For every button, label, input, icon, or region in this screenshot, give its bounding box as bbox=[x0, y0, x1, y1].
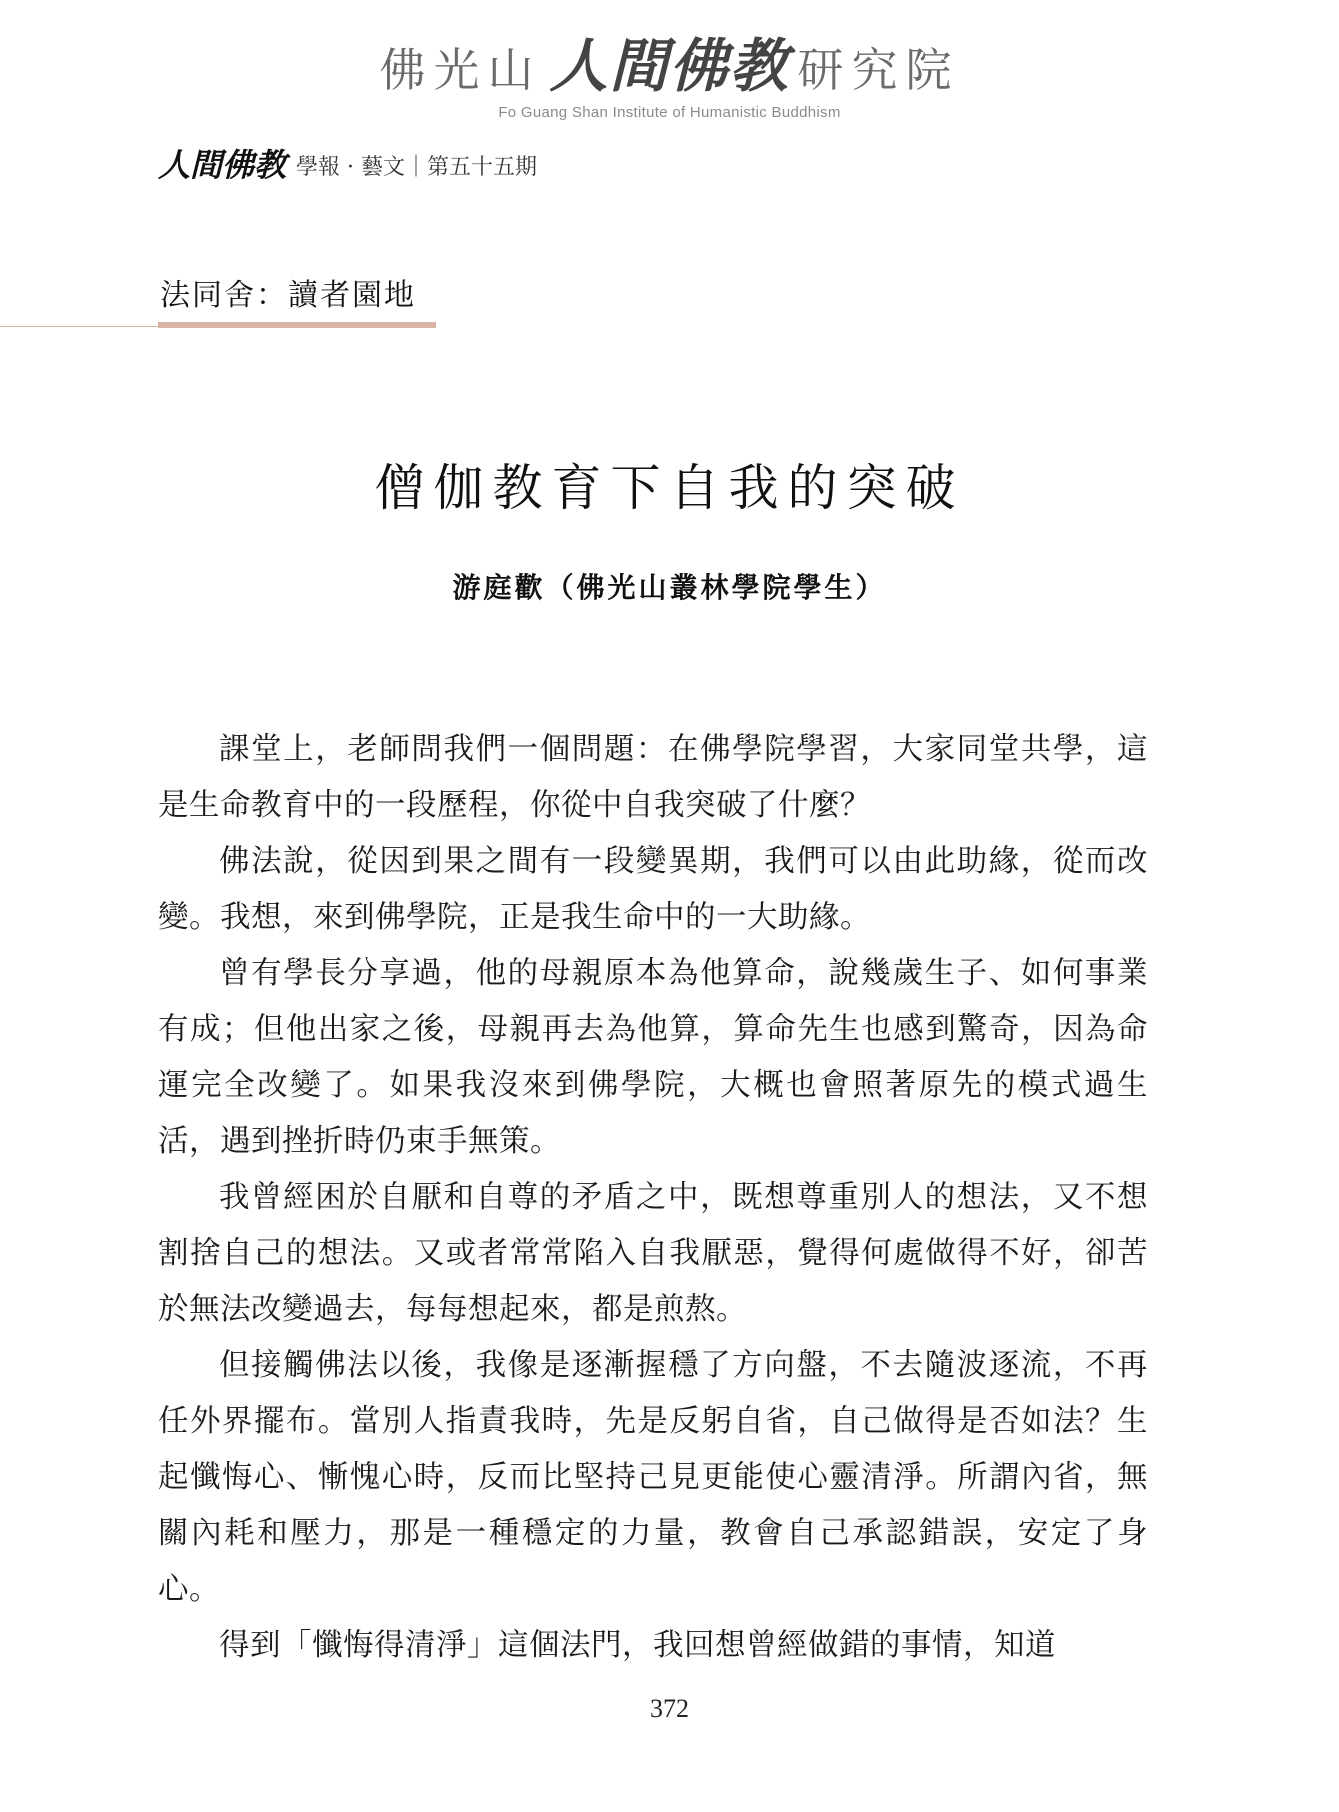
paragraph: 我曾經困於自厭和自尊的矛盾之中，既想尊重別人的想法，又不想割捨自己的想法。又或者常常陷入自我厭惡，覺得何處做得不好，卻苦於無法改變過去，每每想起來，都是煎熬。 bbox=[158, 1180, 1148, 1327]
paragraph: 曾有學長分享過，他的母親原本為他算命，說幾歲生子、如何事業有成；但他出家之後，母親再去為他算，算命先生也感到驚奇，因為命運完全改變了。如果我沒來到佛學院，大概也會照著原先的模式過生活，遇到挫折時仍束手無策。 bbox=[158, 956, 1148, 1159]
paragraph: 佛法說，從因到果之間有一段變異期，我們可以由此助緣，從而改變。我想，來到佛學院，正是我生命中的一大助緣。 bbox=[158, 844, 1148, 935]
article-author: 游庭歡（佛光山叢林學院學生） bbox=[452, 571, 887, 604]
journal-logo: 人間佛教 bbox=[158, 146, 287, 184]
institute-header bbox=[0, 32, 1339, 121]
paragraph: 但接觸佛法以後，我像是逐漸握穩了方向盤，不去隨波逐流，不再任外界擺布。當別人指責我時，先是反躬自省，自己做得是否如法？生起懺悔心、慚愧心時，反而比堅持己見更能使心靈清淨。所謂內省，無關內耗和壓力，那是一種穩定的力量，教會自己承認錯誤，安定了身心。 bbox=[158, 1348, 1148, 1607]
institute-logo: 人間佛教 bbox=[549, 32, 790, 100]
institute-name-right: 研究院 bbox=[797, 43, 960, 97]
journal-header bbox=[158, 140, 537, 186]
journal-issue-line: 學報 · 藝文｜第五十五期 bbox=[296, 155, 537, 180]
section-rule-underline bbox=[158, 322, 436, 328]
paragraph: 課堂上，老師問我們一個問題：在佛學院學習，大家同堂共學，這是生命教育中的一段歷程，你從中自我突破了什麼？ bbox=[158, 732, 1148, 823]
article-body bbox=[158, 722, 1148, 1674]
institute-english-name: Fo Guang Shan Institute of Humanistic Buddhism bbox=[498, 104, 841, 121]
section-label: 法同舍：讀者園地 bbox=[160, 278, 416, 313]
page-number: 372 bbox=[650, 1694, 689, 1723]
paragraph: 得到「懺悔得清淨」這個法門，我回想曾經做錯的事情，知道 bbox=[219, 1628, 1056, 1663]
institute-name-left: 佛光山 bbox=[379, 43, 542, 97]
article-title: 僧伽教育下自我的突破 bbox=[374, 459, 965, 517]
institute-name bbox=[0, 32, 1339, 100]
